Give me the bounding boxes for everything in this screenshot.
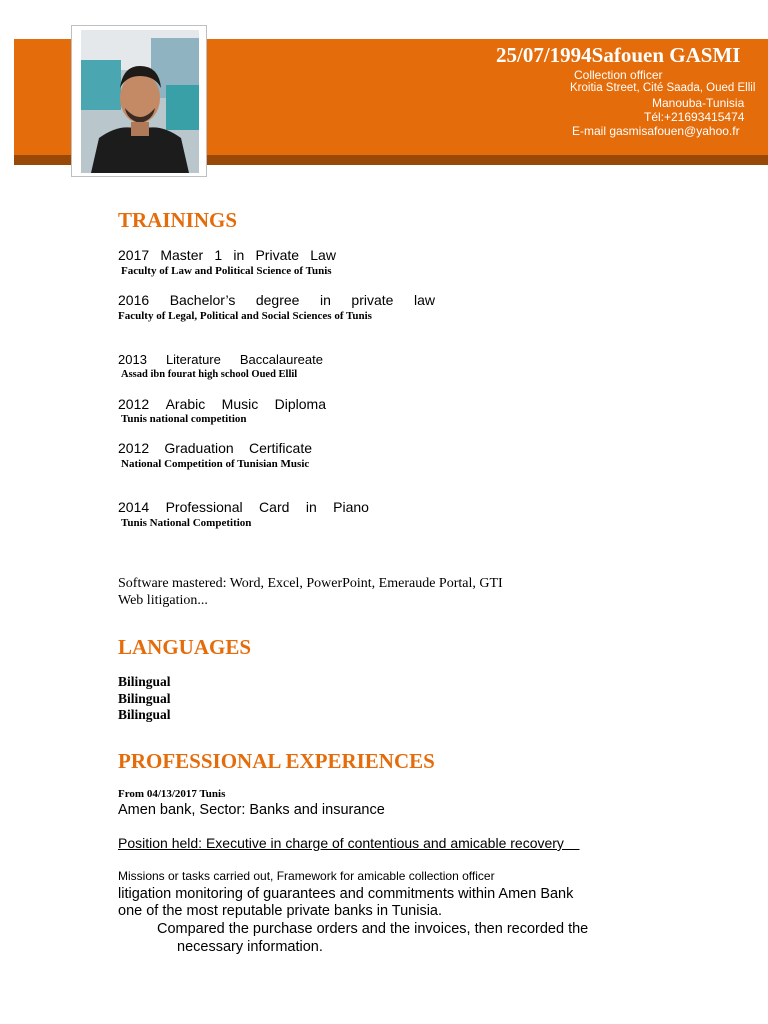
training-5-detail: National Competition of Tunisian Music <box>121 458 310 470</box>
training-5-title: 2012 Graduation Certificate <box>118 440 312 456</box>
training-1-title: 2017 Master 1 in Private Law <box>118 247 336 263</box>
training-3-detail: Assad ibn fourat high school Oued Ellil <box>121 369 298 380</box>
missions-line-2: one of the most reputable private banks in Tunisia. <box>118 903 443 919</box>
software-line-1: Software mastered: Word, Excel, PowerPoint, Emeraude Portal, GTI <box>118 576 503 591</box>
bullet-line-1: Compared the purchase orders and the invoices, then recorded the <box>157 921 589 937</box>
training-3-title: 2013 Literature Baccalaureate <box>118 352 323 367</box>
training-4-detail: Tunis national competition <box>121 413 247 425</box>
address-line-2: Manouba-Tunisia <box>652 96 745 110</box>
email-address: E-mail gasmisafouen@yahoo.fr <box>572 124 740 138</box>
language-item: Bilingual <box>118 707 171 722</box>
experience-employer: Amen bank, Sector: Banks and insurance <box>118 802 385 818</box>
experience-period: From 04/13/2017 Tunis <box>118 788 226 800</box>
training-1-detail: Faculty of Law and Political Science of Tunis <box>121 265 332 277</box>
phone-number: Tél:+21693415474 <box>644 110 745 124</box>
experience-heading: PROFESSIONAL EXPERIENCES <box>118 749 435 773</box>
profile-photo <box>81 30 199 173</box>
software-line-2: Web litigation... <box>118 593 208 608</box>
bullet-item <box>157 921 588 937</box>
training-2-detail: Faculty of Legal, Political and Social Sciences of Tunis <box>118 310 372 322</box>
language-item: Bilingual <box>118 674 171 689</box>
missions-line-1: litigation monitoring of guarantees and commitments within Amen Bank <box>118 886 574 902</box>
language-item: Bilingual <box>118 691 171 706</box>
missions-label: Missions or tasks carried out, Framework for amicable collection officer <box>118 869 495 883</box>
languages-heading: LANGUAGES <box>118 635 252 659</box>
experience-position: Position held: Executive in charge of contentious and amicable recovery <box>118 835 580 851</box>
training-2-title: 2016 Bachelor’s degree in private law <box>118 292 435 308</box>
profile-photo-frame <box>71 25 207 177</box>
address-line-1: Kroitia Street, Cité Saada, Oued Ellil <box>570 82 756 94</box>
training-6-detail: Tunis National Competition <box>121 517 252 529</box>
trainings-heading: TRAININGS <box>118 208 238 232</box>
training-6-title: 2014 Professional Card in Piano <box>118 499 369 515</box>
job-title: Collection officer <box>574 68 663 82</box>
candidate-name: 25/07/1994Safouen GASMI <box>496 43 741 67</box>
bullet-line-2: necessary information. <box>177 939 323 955</box>
training-4-title: 2012 Arabic Music Diploma <box>118 396 326 412</box>
